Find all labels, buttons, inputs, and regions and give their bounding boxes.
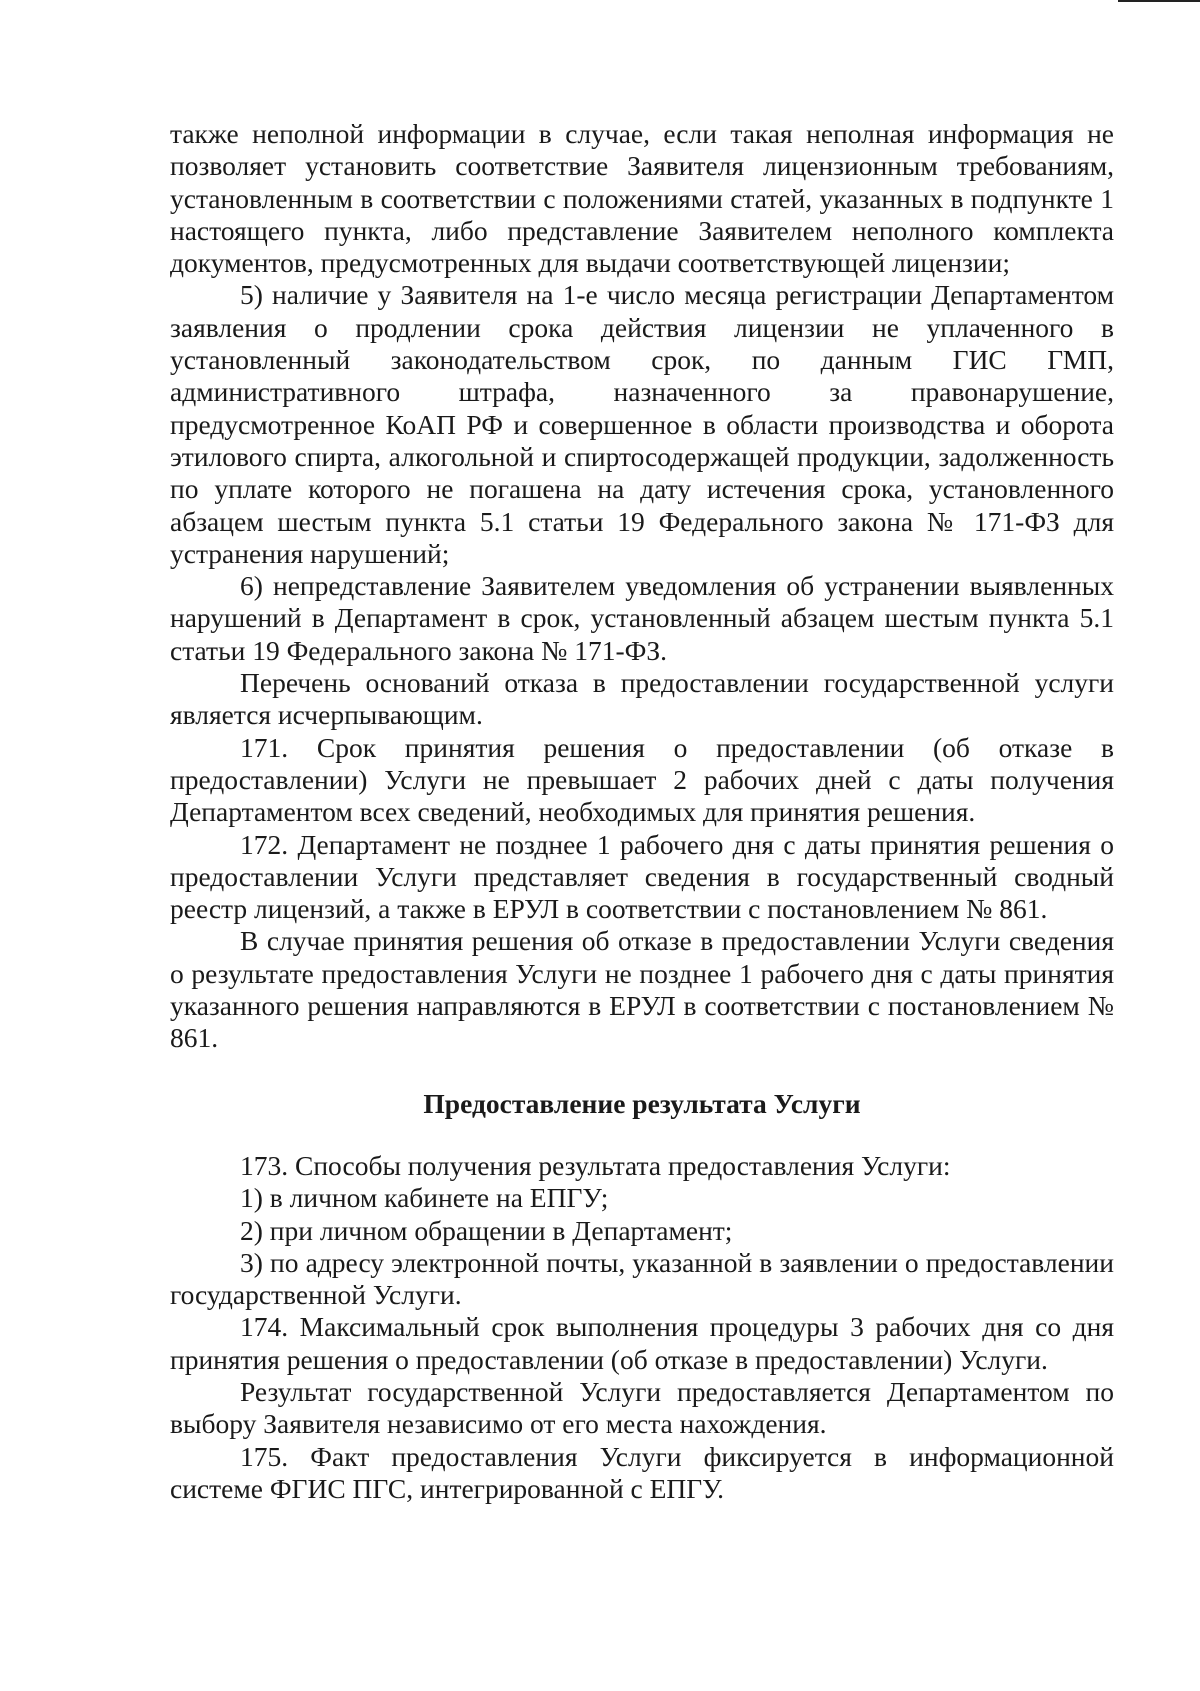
paragraph-item-6: 6) непредставление Заявителем уведомления об устранении выявленных нарушений в Департамент в срок, установленный абзацем шестым пункта 5.1 статьи 19 Федерального закона № 171-ФЗ.	[170, 570, 1114, 666]
section-heading: Предоставление результата Услуги	[423, 1087, 861, 1119]
paragraph-174: 174. Максимальный срок выполнения процедуры 3 рабочих дня со дня принятия решения о предоставлении (об отказе в предоставлении) Услуги.	[170, 1311, 1114, 1375]
paragraph-175: 175. Факт предоставления Услуги фиксируется в информационной системе ФГИС ПГС, интегрированной с ЕПГУ.	[170, 1440, 1114, 1504]
list-item-3: 3) по адресу электронной почты, указанной в заявлении о предоставлении государственной Услуги.	[170, 1246, 1114, 1311]
paragraph-exhaustive-list: Перечень оснований отказа в предоставлении государственной услуги является исчерпывающим.	[170, 667, 1114, 731]
paragraph-171: 171. Срок принятия решения о предоставлении (об отказе в предоставлении) Услуги не превышает 2 рабочих дней с даты получения Департаментом всех сведений, необходимых для принятия решения.	[170, 731, 1114, 828]
paragraph-refusal-case: В случае принятия решения об отказе в предоставлении Услуги сведения о результате предоставления Услуги не позднее 1 рабочего дня с даты принятия указанного решения направляются в ЕРУЛ в соответствии с постановлением № 861.	[170, 925, 1114, 1054]
list-item-1: 1) в личном кабинете на ЕПГУ;	[240, 1182, 609, 1214]
paragraph-173: 173. Способы получения результата предоставления Услуги:	[240, 1149, 951, 1181]
paragraph-result: Результат государственной Услуги предоставляется Департаментом по выбору Заявителя независимо от его места нахождения.	[170, 1375, 1114, 1440]
paragraph-item-5: 5) наличие у Заявителя на 1-е число месяца регистрации Департаментом заявления о продлении срока действия лицензии не уплаченного в установленный законодательством срок, по данным ГИС ГМП, административного штрафа, назначенного за правонарушение, предусмотренное КоАП РФ и совершенное в области производства и оборота этилового спирта, алкогольной и спиртосодержащей продукции, задолженность по уплате которого не погашена на дату истечения срока, установленного абзацем шестым пункта 5.1 статьи 19 Федерального закона № 171-ФЗ для устранения нарушений;	[170, 279, 1114, 569]
paragraph-continuation: также неполной информации в случае, если такая неполная информация не позволяет установить соответствие Заявителя лицензионным требованиям, установленным в соответствии с положениями статей, указанных в подпункте 1 настоящего пункта, либо представление Заявителем неполного комплекта документов, предусмотренных для выдачи соответствующей лицензии;	[170, 118, 1114, 279]
document-page	[170, 118, 1114, 1505]
scan-corner-line	[1118, 0, 1200, 2]
paragraph-172: 172. Департамент не позднее 1 рабочего дня с даты принятия решения о предоставлении Услуги представляет сведения в государственный сводный реестр лицензий, а также в ЕРУЛ в соответствии с постановлением № 861.	[170, 828, 1114, 925]
list-item-2: 2) при личном обращении в Департамент;	[240, 1214, 733, 1246]
